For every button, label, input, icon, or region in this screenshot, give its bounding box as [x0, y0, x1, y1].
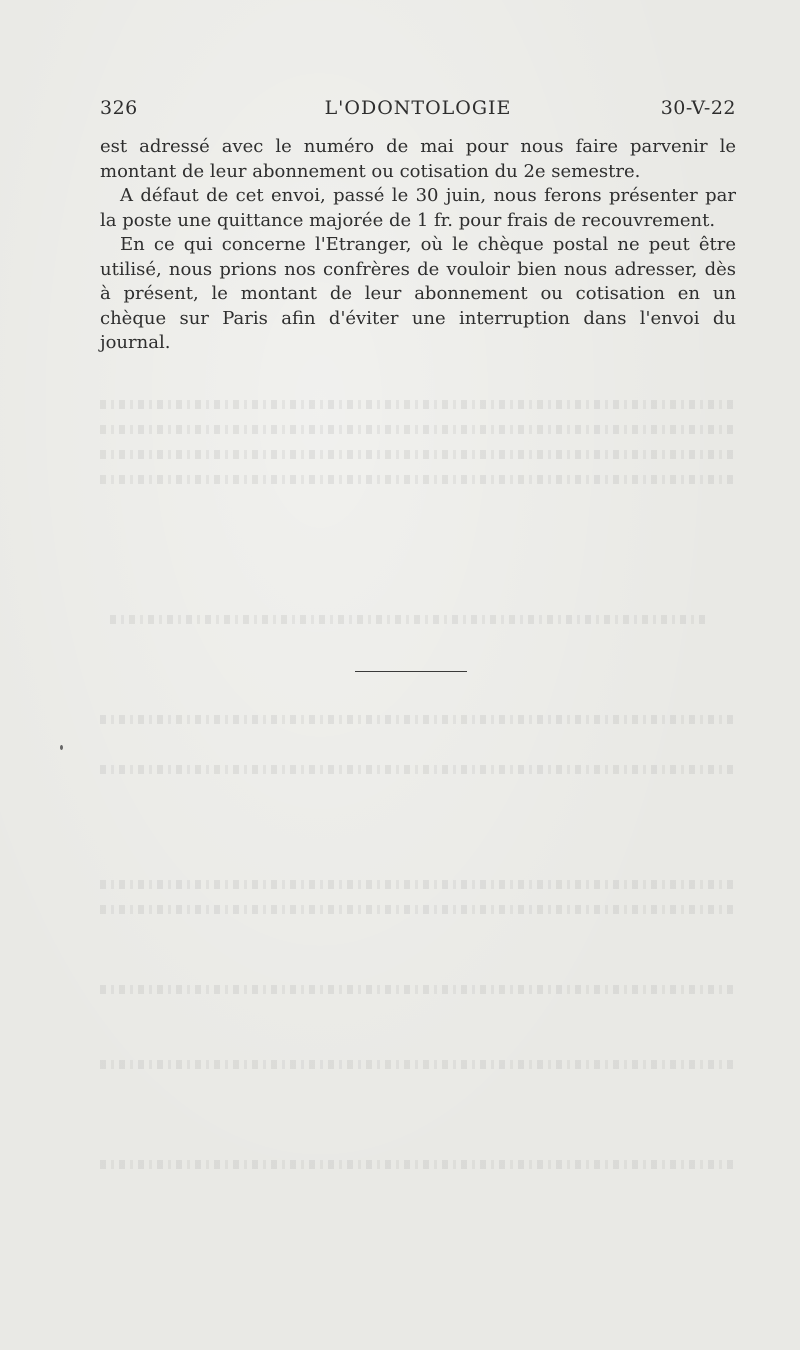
paragraph-3: En ce qui concerne l'Etranger, où le chèque postal ne peut être utilisé, nous prions nos confrères de vouloir bien nous adresser, dès à présent, le montant de leur abonnement ou cotisation en un chèque sur Paris afin d'éviter une interruption dans l'envoi du journal. [100, 234, 736, 353]
bleed-through-line [100, 880, 736, 889]
bleed-through-line [100, 905, 736, 914]
page-header [100, 97, 736, 123]
bleed-through-line [100, 1060, 736, 1069]
paragraph-2: A défaut de cet envoi, passé le 30 juin, nous ferons présenter par la poste une quittance majorée de 1 fr. pour frais de recouvrement. [100, 185, 736, 231]
paragraph-1: est adressé avec le numéro de mai pour nous faire parvenir le montant de leur abonnement ou cotisation du 2e semestre. [100, 136, 736, 182]
bleed-through-line [100, 985, 736, 994]
issue-date: 30-V-22 [660, 97, 736, 119]
article-body [100, 135, 736, 356]
bleed-through-line [100, 1160, 736, 1169]
bleed-through-line [100, 400, 736, 409]
bleed-through-line [100, 450, 736, 459]
bleed-through-line [100, 765, 736, 774]
bleed-through-line [100, 715, 736, 724]
bleed-through-line [110, 615, 710, 624]
page-number: 326 [100, 97, 138, 119]
print-speck [60, 745, 63, 750]
section-divider [355, 671, 467, 672]
bleed-through-line [100, 425, 736, 434]
bleed-through-line [100, 475, 736, 484]
journal-title: L'ODONTOLOGIE [324, 97, 512, 119]
